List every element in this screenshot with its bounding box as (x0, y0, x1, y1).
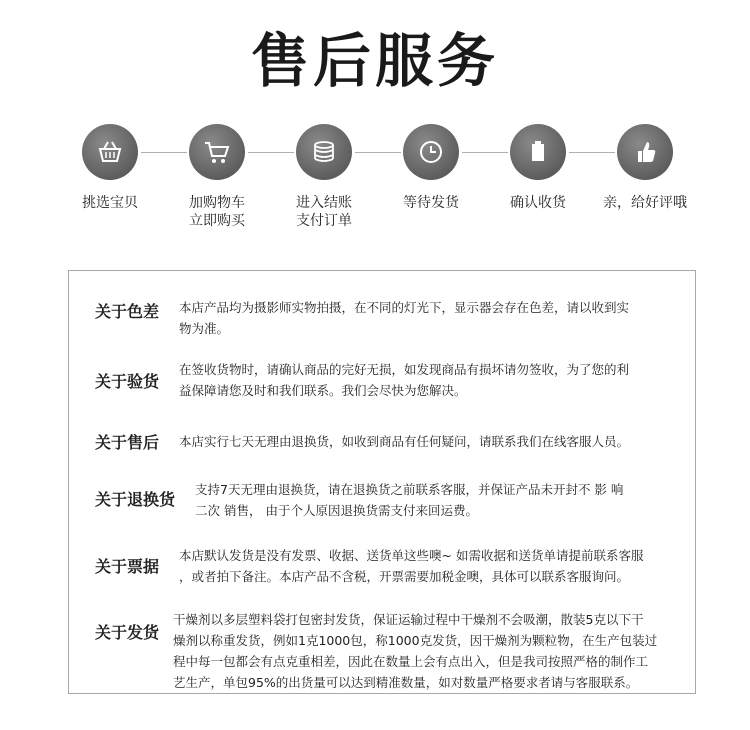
step-label: 立即购买 (189, 213, 245, 229)
step-label: 确认收货 (510, 195, 566, 211)
thumbs-up-icon (617, 124, 673, 180)
step-await-shipping (376, 124, 486, 212)
page-title: 售后服务 (250, 27, 499, 95)
section-title: 关于票据 (95, 557, 160, 576)
step-label: 等待发货 (403, 195, 459, 211)
section-title: 关于验货 (95, 372, 160, 391)
step-confirm-receipt (483, 124, 593, 212)
section-title: 关于售后 (95, 433, 160, 452)
step-checkout (269, 124, 379, 230)
coins-icon (296, 124, 352, 180)
step-label: 亲，给好评哦 (603, 195, 687, 211)
basket-icon (82, 124, 138, 180)
section-text-line: 干燥剂以多层塑料袋打包密封发货，保证运输过程中干燥剂不会吸潮，散装5克以下干 (173, 612, 644, 627)
section-text-line: 艺生产，单包95%的出货量可以达到精准数量，如对数量严格要求者请与客服联系。 (173, 675, 639, 690)
section-text-line: 本店实行七天无理由退换货，如收到商品有任何疑问，请联系我们在线客服人员。 (179, 434, 630, 449)
step-add-to-cart (162, 124, 272, 230)
after-sales-policy-box (68, 270, 696, 694)
section-text-line: 二次 销售， 由于个人原因退换货需支付来回运费。 (195, 503, 478, 518)
section-title: 关于色差 (95, 302, 160, 321)
step-leave-review (590, 124, 700, 212)
section-text-line: 燥剂以称重发货，例如1克1000包，称1000克发货，因干燥剂为颗粒物，在生产包装过 (173, 633, 658, 648)
step-choose-item (55, 124, 165, 212)
section-text-line: ，或者拍下备注。本店产品不含税，开票需要加税金噢，具体可以联系客服询问。 (179, 569, 630, 584)
section-text-line: 物为准。 (179, 321, 230, 336)
step-label: 挑选宝贝 (82, 195, 138, 211)
section-title: 关于退换货 (95, 490, 176, 509)
shopping-cart-icon (189, 124, 245, 180)
section-text-line: 程中每一包都会有点克重相差，因此在数量上会有点出入，但是我司按照严格的制作工 (173, 654, 649, 669)
step-label: 加购物车 (189, 195, 245, 211)
step-label: 支付订单 (296, 213, 352, 229)
section-text-line: 本店产品均为摄影师实物拍摄，在不同的灯光下，显示器会存在色差，请以收到实 (179, 300, 630, 315)
order-process-steps (0, 124, 750, 234)
section-text-line: 益保障请您及时和我们联系。我们会尽快为您解决。 (179, 383, 467, 398)
section-text-line: 本店默认发货是没有发票、收据、送货单这些噢~ 如需收据和送货单请提前联系客服 (179, 548, 644, 563)
clock-icon (403, 124, 459, 180)
section-title: 关于发货 (95, 623, 160, 642)
step-label: 进入结账 (296, 195, 352, 211)
section-text-line: 在签收货物时，请确认商品的完好无损，如发现商品有损坏请勿签收，为了您的利 (179, 362, 630, 377)
package-icon (510, 124, 566, 180)
section-text-line: 支持7天无理由退换货，请在退换货之前联系客服，并保证产品未开封不 影 响 (195, 482, 624, 497)
